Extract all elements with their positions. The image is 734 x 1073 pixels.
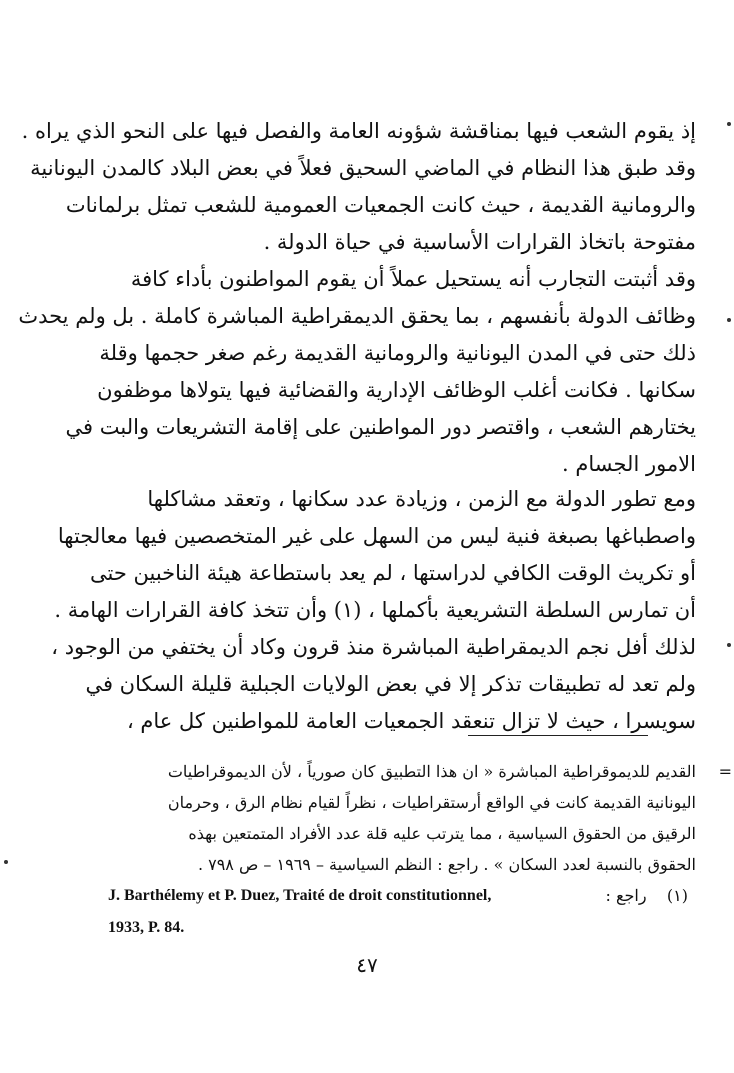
text-line: يختارهم الشعب ، واقتصر دور المواطنين على إقامة التشريعات والبت في bbox=[65, 415, 696, 439]
text-line: واصطباغها بصبغة فنية ليس من السهل على غير المتخصصين فيها معالجتها bbox=[57, 524, 696, 548]
footnote-line: اليونانية القديمة كانت في الواقع أرستقراطيات ، نظراً لقيام نظام الرق ، وحرمان bbox=[167, 793, 696, 812]
scan-speck bbox=[727, 318, 731, 322]
footnote-line: القديم للديموقراطية المباشرة « ان هذا التطبيق كان صورياً ، لأن الديموقراطيات bbox=[167, 762, 696, 781]
text-line: الامور الجسام . bbox=[562, 452, 696, 476]
paragraph-2 bbox=[18, 261, 696, 483]
footnote-1-marker: (١) bbox=[666, 886, 688, 905]
see-label: راجع : bbox=[605, 886, 647, 905]
scan-speck bbox=[4, 860, 8, 864]
text-line: أو تكريث الوقت الكافي لدراستها ، لم يعد باستطاعة هيئة الناخبين حتى bbox=[90, 561, 696, 585]
paragraph-1 bbox=[21, 113, 696, 261]
text-line: وقد طبق هذا النظام في الماضي السحيق فعلاً في بعض البلاد كالمدن اليونانية bbox=[30, 156, 696, 180]
citation-text: J. Barthélemy et P. Duez, Traité de droit constitutionnel, bbox=[108, 887, 492, 904]
text-line: سويسرا ، حيث لا تزال تنعقد الجمعيات العامة للمواطنين كل عام ، bbox=[126, 709, 696, 733]
text-line: وقد أثبتت التجارب أنه يستحيل عملاً أن يقوم المواطنون بأداء كافة bbox=[130, 267, 696, 291]
text-line: والرومانية القديمة ، حيث كانت الجمعيات العمومية للشعب تمثل برلمانات bbox=[65, 193, 696, 217]
footnote-1-line-1 bbox=[108, 880, 688, 912]
text-line: مفتوحة باتخاذ القرارات الأساسية في حياة الدولة . bbox=[263, 230, 696, 254]
citation-text-line-2: 1933, P. 84. bbox=[108, 919, 185, 936]
text-line: إذ يقوم الشعب فيها بمناقشة شؤونه العامة والفصل فيها على النحو الذي يراه . bbox=[21, 119, 696, 143]
footnote-continuation-marker: = bbox=[718, 762, 732, 781]
scan-speck bbox=[727, 122, 731, 126]
footnote-1-label bbox=[606, 880, 689, 912]
footnote-line: الحقوق بالنسبة لعدد السكان » . راجع : النظم السياسية – ١٩٦٩ – ص ٧٩٨ . bbox=[197, 855, 696, 874]
text-line: أن تمارس السلطة التشريعية بأكملها ، (١) وأن تتخذ كافة القرارات الهامة . bbox=[54, 598, 696, 622]
footnote-1 bbox=[108, 880, 688, 944]
text-line: ولم تعد له تطبيقات تذكر إلا في بعض الولايات الجبلية قليلة السكان في bbox=[85, 672, 696, 696]
footnote-continued bbox=[108, 756, 732, 880]
page-number: ٤٧ bbox=[356, 953, 378, 977]
scan-speck bbox=[727, 643, 731, 647]
text-line: ومع تطور الدولة مع الزمن ، وزيادة عدد سكانها ، وتعقد مشاكلها bbox=[147, 487, 696, 511]
text-line: سكانها . فكانت أغلب الوظائف الإدارية والقضائية فيها يتولاها موظفون bbox=[97, 378, 696, 402]
footnote-line: الرقيق من الحقوق السياسية ، مما يترتب عليه قلة عدد الأفراد المتمتعين بهذه bbox=[188, 824, 696, 843]
text-line: وظائف الدولة بأنفسهم ، بما يحقق الديمقراطية المباشرة كاملة . بل ولم يحدث bbox=[18, 304, 696, 328]
paragraph-3 bbox=[51, 481, 696, 740]
text-line: ذلك حتى في المدن اليونانية والرومانية القديمة رغم صغر حجمها وقلة bbox=[99, 341, 696, 365]
footnote-separator bbox=[468, 735, 648, 736]
text-line: لذلك أفل نجم الديمقراطية المباشرة منذ قرون وكاد أن يختفي من الوجود ، bbox=[51, 635, 696, 659]
